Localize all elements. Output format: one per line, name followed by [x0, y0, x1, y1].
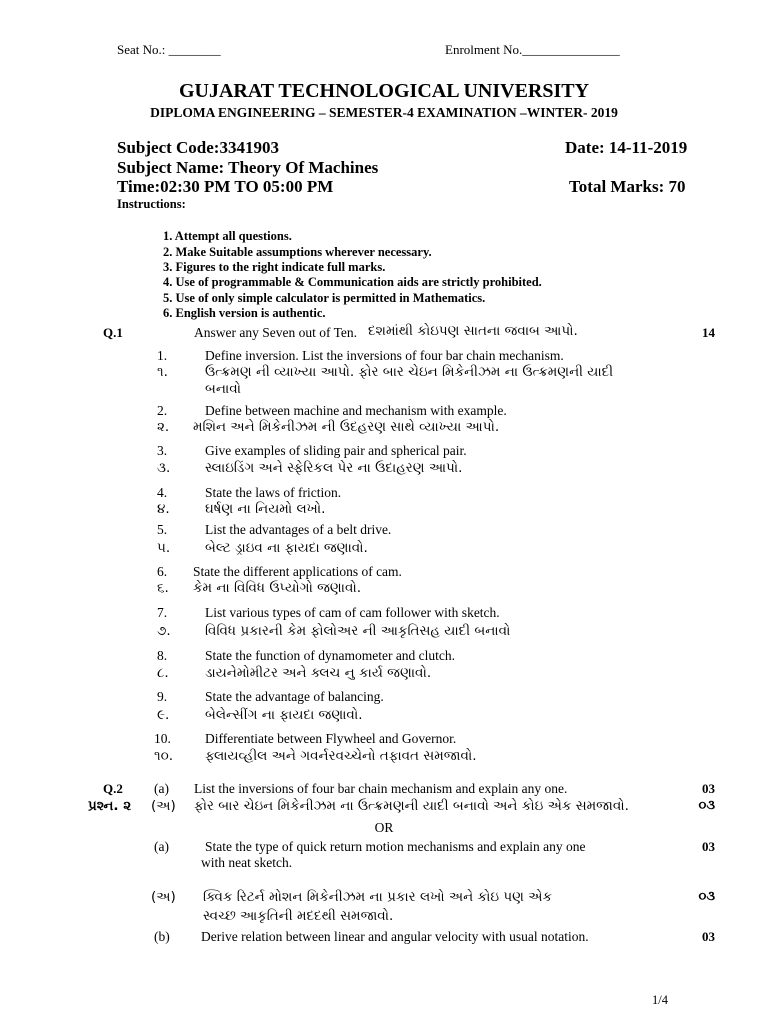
university-title: GUJARAT TECHNOLOGICAL UNIVERSITY	[178, 80, 590, 102]
q1-item-text: Give examples of sliding pair and spherical pair.	[205, 443, 467, 458]
q1-item-number: 8.	[157, 648, 168, 663]
q1-item-number: 6.	[157, 564, 168, 579]
q1-item-text-gu: વિવિધ પ્રકારની કેમ ફોલોઅર ની આકૃતિસહ યાદી બનાવો	[205, 623, 511, 639]
q2-label: Q.2	[103, 781, 123, 796]
q1-item-number: 7.	[157, 605, 168, 620]
instruction-item: 3. Figures to the right indicate full marks.	[163, 260, 386, 274]
q2b-label: (b)	[154, 929, 170, 944]
instructions-heading: Instructions:	[117, 197, 186, 211]
q1-item-text: Define inversion. List the inversions of four bar chain mechanism.	[205, 348, 564, 363]
q2a-alt-text-gu: ક્વિક રિટર્ન મોશન મિકેનીઝમ ના પ્રકાર લખો અને કોઇ પણ એક	[203, 889, 552, 905]
q1-item-text: Define between machine and mechanism with example.	[205, 403, 507, 418]
q1-item-number-gu: ૮.	[157, 665, 169, 681]
q2a-alt-marks: 03	[702, 839, 715, 854]
q1-item-text: List various types of cam of cam follower with sketch.	[205, 605, 500, 620]
q2a-alt-marks-gu: ૦૩	[698, 889, 715, 904]
q1-item-text: State the different applications of cam.	[193, 564, 402, 579]
seat-no: Seat No.: ________	[117, 42, 221, 57]
q1-item-number: 2.	[157, 403, 168, 418]
q2a-marks-gu: ૦૩	[698, 798, 715, 813]
q1-item-number-gu: ૭.	[157, 623, 171, 639]
q1-item-text-gu: ડાયનેમોમીટર અને ક્લચ નુ કાર્ય જણાવો.	[205, 665, 432, 681]
q2a-alt-text: State the type of quick return motion mechanisms and explain any one	[205, 839, 586, 854]
q1-item-text: Differentiate between Flywheel and Governor.	[205, 731, 457, 746]
q1-prompt-en: Answer any Seven out of Ten.	[194, 325, 358, 340]
enrolment-no: Enrolment No._______________	[445, 42, 620, 57]
q2a-text: List the inversions of four bar chain mechanism and explain any one.	[194, 781, 568, 796]
q2a-label: (a)	[154, 781, 169, 796]
exam-time: Time:02:30 PM TO 05:00 PM	[117, 177, 334, 196]
q1-item-number: 4.	[157, 485, 168, 500]
instruction-item: 1. Attempt all questions.	[163, 229, 292, 243]
q1-item-number: 5.	[157, 522, 168, 537]
subject-code: Subject Code:3341903	[117, 138, 279, 157]
q1-item-text-gu: કેમ ના વિવિધ ઉપ્યોગો જણાવો.	[193, 580, 362, 596]
q1-item-number: 9.	[157, 689, 168, 704]
q2a-alt-label-gu: (અ)	[151, 889, 176, 905]
q2a-label-gu: (અ)	[151, 798, 176, 814]
q1-item-number-gu: ૧.	[157, 364, 168, 380]
q1-item-number-gu: ૩.	[157, 460, 171, 476]
page-number: 1/4	[652, 993, 668, 1007]
q2a-marks: 03	[702, 781, 715, 796]
q1-item-number-gu: ૫.	[157, 540, 171, 556]
q1-item-text-gu: સ્લાઇડિંગ અને સ્ફેરિકલ પેર ના ઉદાહરણ આપો.	[205, 460, 463, 476]
q1-item-text: List the advantages of a belt drive.	[205, 522, 392, 537]
q1-item-number-gu: ૯.	[157, 707, 170, 723]
q1-item-number-gu: ૬.	[157, 580, 169, 596]
instruction-item: 6. English version is authentic.	[163, 306, 326, 320]
or-separator: OR	[374, 820, 394, 835]
q2a-text-gu: ફોર બાર ચેઇન મિકેનીઝમ ના ઉત્ક્રમણની યાદી બનાવો અને કોઇ એક સમજાવો.	[194, 798, 629, 814]
total-marks: Total Marks: 70	[569, 177, 686, 196]
q1-item-text: State the function of dynamometer and clutch.	[205, 648, 456, 663]
q2a-alt-label: (a)	[154, 839, 169, 854]
q1-item-number: 1.	[157, 348, 168, 363]
q1-item-text-gu: મશિન અને મિકેનીઝમ ની ઉદહરણ સાથે વ્યાખ્યા આપો.	[193, 419, 500, 435]
instruction-item: 5. Use of only simple calculator is permitted in Mathematics.	[163, 291, 486, 305]
q1-item-text-gu: ઉત્ક્રમણ ની વ્યાખ્યા આપો. ફોર બાર ચેઇન મિકેનીઝમ ના ઉત્ક્રમણની યાદી	[205, 364, 614, 380]
instruction-item: 4. Use of programmable & Communication aids are strictly prohibited.	[163, 275, 542, 289]
exam-date: Date: 14-11-2019	[565, 138, 688, 157]
q2b-text: Derive relation between linear and angular velocity with usual notation.	[201, 929, 589, 944]
q2-label-gu: પ્રશ્ન. ૨	[88, 798, 132, 814]
q2a-alt-text: with neat sketch.	[201, 855, 293, 870]
q1-item-text-gu: બેલ્ટ ડ્રાઇવ ના ફાયદા જણાવો.	[205, 540, 368, 556]
q1-item-text-gu: બેલેન્સીંગ ના ફાયદા જણાવો.	[205, 707, 363, 723]
q1-item-text-gu: ફ્લાયવ્હીલ અને ગવર્નરવચ્ચેનો તફાવત સમજાવો.	[205, 748, 477, 764]
q1-prompt-gu: દશમાંથી કોઇપણ સાતના જવાબ આપો.	[368, 323, 578, 339]
q1-item-number: 3.	[157, 443, 168, 458]
q2a-alt-text-gu: સ્વચ્છ આકૃતિની મદદથી સમજાવો.	[203, 908, 394, 924]
q1-marks: 14	[702, 325, 715, 340]
q1-item-number-gu: ૪.	[157, 501, 170, 517]
q1-item-number-gu: ૧૦.	[154, 748, 174, 764]
exam-title: DIPLOMA ENGINEERING – SEMESTER-4 EXAMINATION –WINTER- 2019	[150, 105, 618, 120]
q1-item-number: 10.	[154, 731, 171, 746]
instruction-item: 2. Make Suitable assumptions wherever necessary.	[163, 245, 432, 259]
subject-name: Subject Name: Theory Of Machines	[117, 158, 379, 177]
q1-label: Q.1	[103, 325, 123, 340]
q1-item-text: State the advantage of balancing.	[205, 689, 384, 704]
q1-item-text: State the laws of friction.	[205, 485, 342, 500]
q1-item-text-gu: ઘર્ષણ ના નિયમો લખો.	[205, 501, 326, 517]
q2b-marks: 03	[702, 929, 715, 944]
q1-item-text-gu: બનાવો	[205, 381, 241, 397]
q1-item-number-gu: ૨.	[157, 419, 170, 435]
